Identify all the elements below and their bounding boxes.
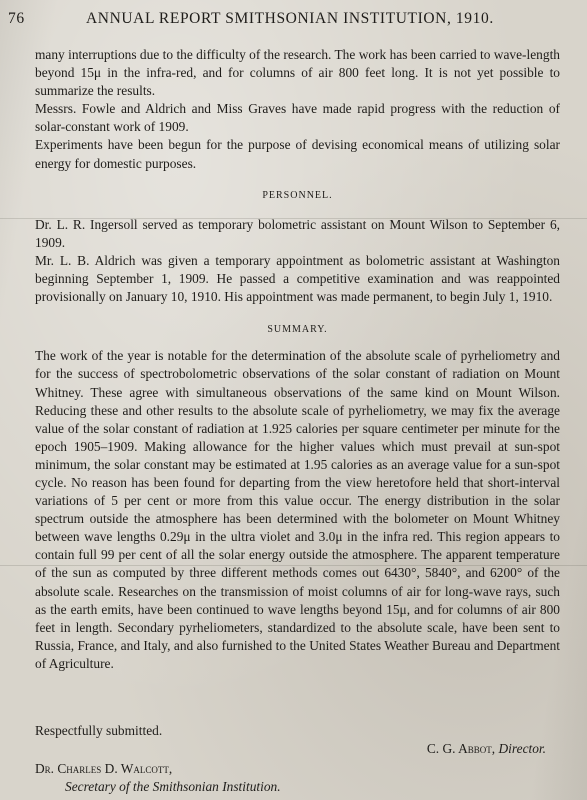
addressee-title: Secretary of the Smithsonian Institution.	[65, 779, 281, 794]
page-number: 76	[8, 10, 25, 27]
valediction: Respectfully submitted.	[35, 723, 163, 738]
personnel-paragraph-1: Dr. L. R. Ingersoll served as temporary bolometric assistant on Mount Wilson to September 6, 1909.	[35, 216, 560, 250]
intro-paragraph-3: Experiments have been begun for the purpose of devising economical means of utilizing solar energy for domestic purposes.	[35, 137, 560, 171]
page-header	[8, 10, 578, 30]
closing-block	[35, 722, 560, 796]
addressee	[35, 760, 560, 796]
running-head: ANNUAL REPORT SMITHSONIAN INSTITUTION, 1910.	[86, 10, 494, 27]
body-text	[35, 46, 560, 673]
personnel-paragraph-2: Mr. L. B. Aldrich was given a temporary appointment as bolometric assistant at Washington beginning September 1, 1909. He passed a competitive examination and was reappointed provisionally on January 10, 1910. His appointment was made permanent, to begin July 1, 1910.	[35, 252, 560, 305]
signatory	[427, 740, 546, 758]
signatory-title: Director.	[498, 741, 546, 756]
signatory-name: C. G. Abbot,	[426, 741, 496, 756]
intro-paragraph-1: many interruptions due to the difficulty of the research. The work has been carried to wave-length beyond 15μ in the infra-red, and for columns of air 800 feet long. It is not yet possible to summarize the results.	[35, 47, 560, 99]
intro-paragraph-2: Messrs. Fowle and Aldrich and Miss Graves have made rapid progress with the reduction of solar-constant work of 1909.	[35, 101, 560, 135]
summary-paragraph: The work of the year is notable for the determination of the absolute scale of pyrheliometry and for the success of spectrobolometric observations of the solar constant of radiation on Mount Whitney. These agree with simultaneous observations of the same kind on Mount Wilson. Reducing these and other results to the absolute scale of pyrheliometry, we may fix the average value of the solar constant of radiation at 1.925 calories per square centimeter per minute for the epoch 1905–1909. Making allowance for the higher values which must prevail at sun-spot minimum, the solar constant may be estimated at 1.95 calories as an average value for a sun-spot cycle. No reason has been found for departing from the view heretofore held that short-interval variations of 5 per cent or more from this value occur. The energy distribution in the solar spectrum outside the atmosphere has been determined with the bolometer on Mount Whitney between wave lengths 0.29μ in the ultra violet and 3.0μ in the infra red. This region appears to contain full 99 per cent of all the solar energy outside the atmosphere. The apparent temperature of the sun as computed by three different methods comes out 6430°, 5840°, and 6200° of the absolute scale. Researches on the transmission of moist columns of air for long-wave rays, such as the earth emits, have been continued to wave lengths beyond 15μ, and for columns of air 800 feet in length. Secondary pyrheliometers, standardized to the absolute scale, have been sent to Russia, France, and Italy, and also furnished to the United States Weather Bureau and Department of Agriculture.	[35, 348, 560, 671]
personnel-heading: PERSONNEL.	[262, 189, 333, 201]
signature-line	[35, 740, 560, 758]
summary-heading: SUMMARY.	[267, 324, 328, 336]
addressee-name: Dr. Charles D. Walcott,	[35, 761, 173, 776]
